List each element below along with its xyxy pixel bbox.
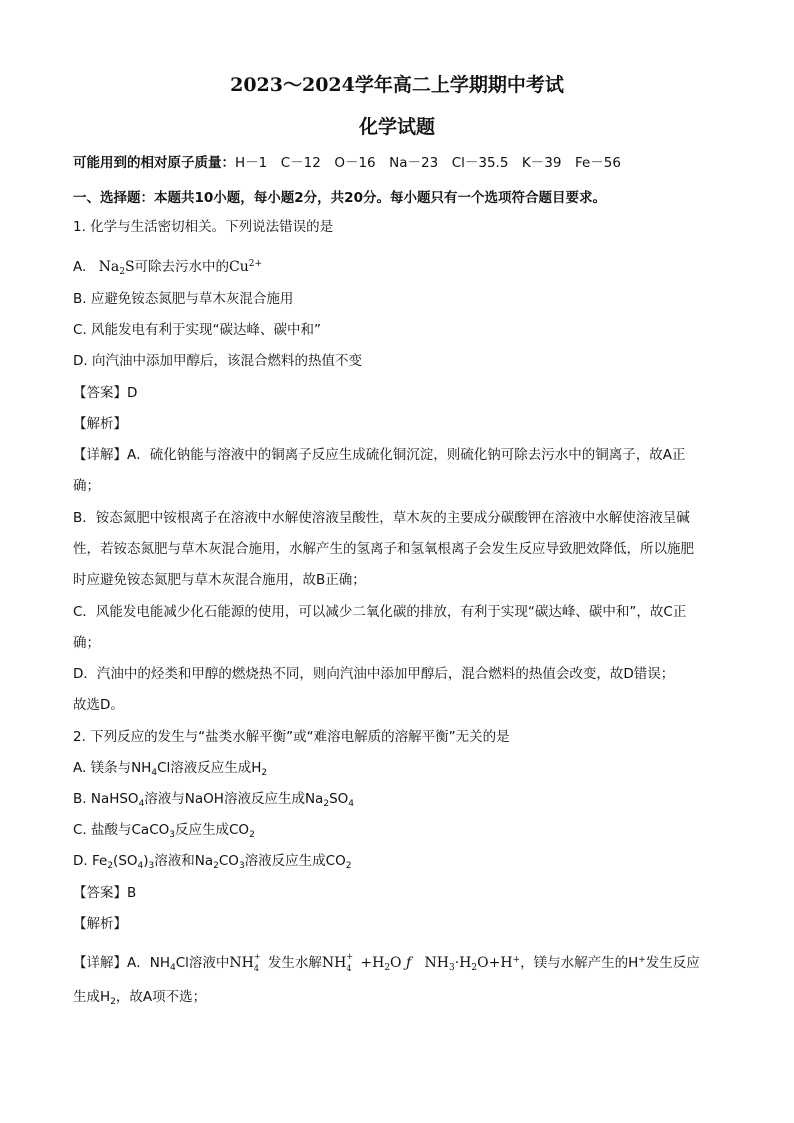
q1-detail-b3: 时应避免铵态氮肥与草木灰混合施用，故B正确；	[73, 572, 366, 588]
formula-cu2plus: $Cu^{2+}$	[229, 259, 263, 275]
q1-analysis-label: 【解析】	[73, 416, 127, 432]
q2-option-c: C. 盐酸与CaCO$_3$反应生成$CO_2$	[73, 822, 255, 840]
q2-analysis-label: 【解析】	[73, 916, 127, 932]
subject-title: 化学试题	[358, 116, 435, 138]
q2-option-b: B. NaHSO$_4$溶液与NaOH溶液反应生成$Na_2SO_4$	[73, 791, 354, 809]
q1-stem: 1. 化学与生活密切相关。下列说法错误的是	[73, 219, 334, 235]
q2-detail-line1: 【详解】A．$NH_4Cl$溶液中NH + 4 发生水解NH + 4 $+H_2O$ ƒ $NH_3\cdot H_2O+H^+$，镁与水解产生的H+发生反应	[73, 952, 700, 973]
hydrolysis-equation: NH + 4 $+H_2O$ ƒ $NH_3\cdot H_2O+H^+$	[321, 952, 521, 973]
q2-option-a: A. 镁条与$NH_4Cl$溶液反应生成$H_2$	[73, 760, 268, 778]
q1-conclusion: 故选D。	[73, 697, 124, 713]
q1-answer: 【答案】D	[73, 385, 138, 401]
formula-na2s: $Na_2S$	[98, 259, 135, 277]
section-heading: 一、选择题：本题共10小题，每小题2分，共20分。每小题只有一个选项符合题目要求。	[73, 190, 606, 206]
q2-detail-line2: 生成$H_2$，故A项不选；	[73, 989, 207, 1007]
atomic-mass-line	[73, 154, 621, 172]
q1-detail-b1: B．铵态氮肥中铵根离子在溶液中水解使溶液呈酸性，草木灰的主要成分碳酸钾在溶液中水解使溶液呈碱	[73, 510, 690, 526]
q2-answer: 【答案】B	[73, 885, 137, 901]
atomic-mass-values: H－1 C－12 O－16 Na－23 Cl－35.5 K－39 Fe－56	[235, 155, 621, 171]
q1-option-a: A. $Na_2S$可除去污水中的$Cu^{2+}$	[73, 259, 263, 277]
q1-option-b: B. 应避免铵态氮肥与草木灰混合施用	[73, 291, 294, 307]
q1-detail-a2: 确；	[73, 478, 100, 494]
q2-stem: 2. 下列反应的发生与“盐类水解平衡”或“难溶电解质的溶解平衡”无关的是	[73, 729, 510, 745]
q1-option-c: C. 风能发电有利于实现“碳达峰、碳中和”	[73, 322, 321, 338]
q2-option-d: D. $Fe_2(SO_4)_3$溶液和$Na_2CO_3$溶液反应生成$CO_2$	[73, 853, 352, 871]
q1-option-d: D. 向汽油中添加甲醇后，该混合燃料的热值不变	[73, 353, 362, 369]
q1-detail-d1: D．汽油中的烃类和甲醇的燃烧热不同，则向汽油中添加甲醇后，混合燃料的热值会改变，故D错误；	[73, 666, 675, 682]
formula-nh4plus: NH + 4	[229, 952, 261, 973]
exam-title: 2023～2024学年高二上学期期中考试	[230, 74, 564, 96]
q1-detail-c1: C．风能发电能减少化石能源的使用，可以减少二氧化碳的排放，有利于实现“碳达峰、碳中和”，故C正	[73, 604, 687, 620]
q1-detail-b2: 性，若铵态氮肥与草木灰混合施用，水解产生的氢离子和氢氧根离子会发生反应导致肥效降低，所以施肥	[73, 541, 694, 557]
q1-detail-a1: 【详解】A．硫化钠能与溶液中的铜离子反应生成硫化铜沉淀，则硫化钠可除去污水中的铜离子，故A正	[73, 447, 686, 463]
atomic-mass-label: 可能用到的相对原子质量：	[73, 155, 235, 171]
q1-detail-c2: 确；	[73, 635, 100, 651]
